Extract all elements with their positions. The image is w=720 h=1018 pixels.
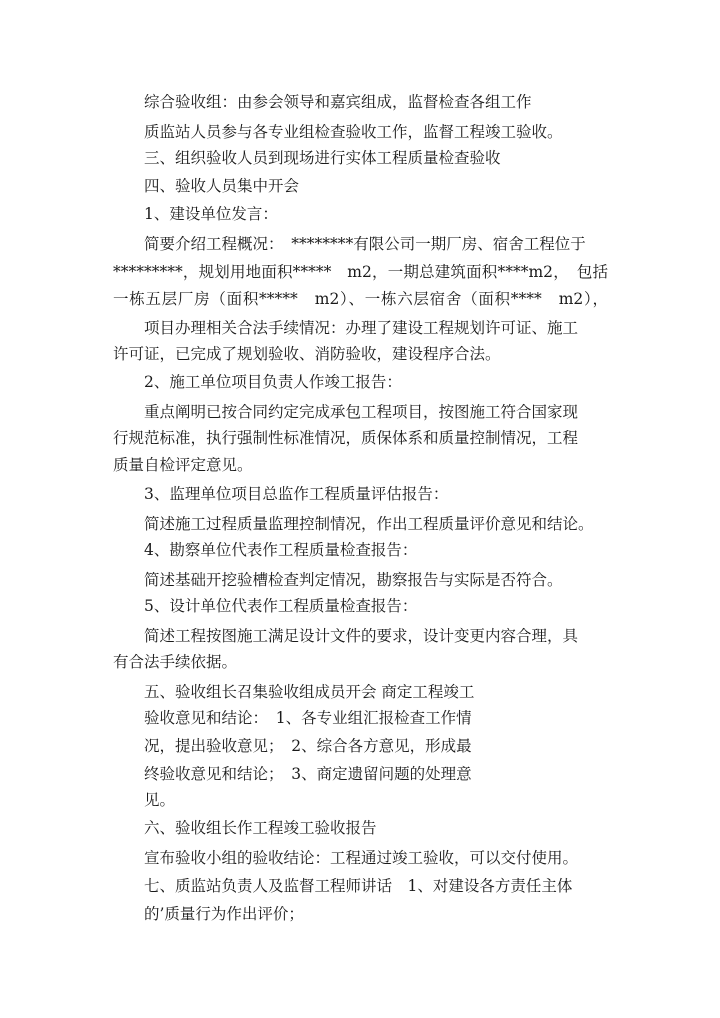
text-line: 行规范标准，执行强制性标准情况，质保体系和质量控制情况，工程 xyxy=(113,429,579,447)
text-line: 一栋五层厂房（面积***** m2）、一栋六层宿舍（面积**** m2）， xyxy=(113,290,608,308)
text-line: 质量自检评定意见。 xyxy=(113,456,253,474)
text-line: *********，规划用地面积***** m2，一期总建筑面积****m2， 包括 xyxy=(113,263,608,281)
text-line: 宣布验收小组的验收结论：工程通过竣工验收，可以交付使用。 xyxy=(144,849,579,867)
text-line: 三、组织验收人员到现场进行实体工程质量检查验收 xyxy=(144,149,501,167)
text-line: 简述施工过程质量监理控制情况，作出工程质量评价意见和结论。 xyxy=(144,515,594,533)
text-line: 的’质量行为作出评价； xyxy=(144,905,304,923)
text-line: 六、验收组长作工程竣工验收报告 xyxy=(144,819,377,837)
text-line: 终验收意见和结论； 3、商定遗留问题的处理意 xyxy=(144,765,472,783)
text-line: 3、监理单位项目总监作工程质量评估报告： xyxy=(144,485,449,503)
text-line: 许可证，已完成了规划验收、消防验收，建设程序合法。 xyxy=(113,345,501,363)
text-line: 况，提出验收意见； 2、综合各方意见，形成最 xyxy=(144,737,472,755)
text-line: 综合验收组：由参会领导和嘉宾组成，监督检查各组工作 xyxy=(144,93,532,111)
text-line: 简述工程按图施工满足设计文件的要求，设计变更内容合理，具 xyxy=(144,627,579,645)
text-line: 重点阐明已按合同约定完成承包工程项目，按图施工符合国家现 xyxy=(144,403,579,421)
text-line: 质监站人员参与各专业组检查验收工作，监督工程竣工验收。 xyxy=(144,123,563,141)
text-line: 五、验收组长召集验收组成员开会 商定工程竣工 xyxy=(144,683,475,701)
text-line: 验收意见和结论： 1、各专业组汇报检查工作情 xyxy=(144,709,472,727)
text-line: 5、设计单位代表作工程质量检查报告： xyxy=(144,597,418,615)
text-line: 1、建设单位发言： xyxy=(144,205,278,223)
text-line: 2、施工单位项目负责人作竣工报告： xyxy=(144,373,402,391)
text-line: 项目办理相关合法手续情况：办理了建设工程规划许可证、施工 xyxy=(144,319,579,337)
text-line: 简述基础开挖验槽检查判定情况，勘察报告与实际是否符合。 xyxy=(144,571,563,589)
text-line: 简要介绍工程概况： ********有限公司一期厂房、宿舍工程位于 xyxy=(144,235,586,253)
text-line: 4、勘察单位代表作工程质量检查报告： xyxy=(144,541,418,559)
text-line: 四、验收人员集中开会 xyxy=(144,177,300,195)
text-line: 七、质监站负责人及监督工程师讲话 1、对建设各方责任主体 xyxy=(144,877,573,895)
text-line: 见。 xyxy=(144,791,176,809)
text-line: 有合法手续依据。 xyxy=(113,653,238,671)
